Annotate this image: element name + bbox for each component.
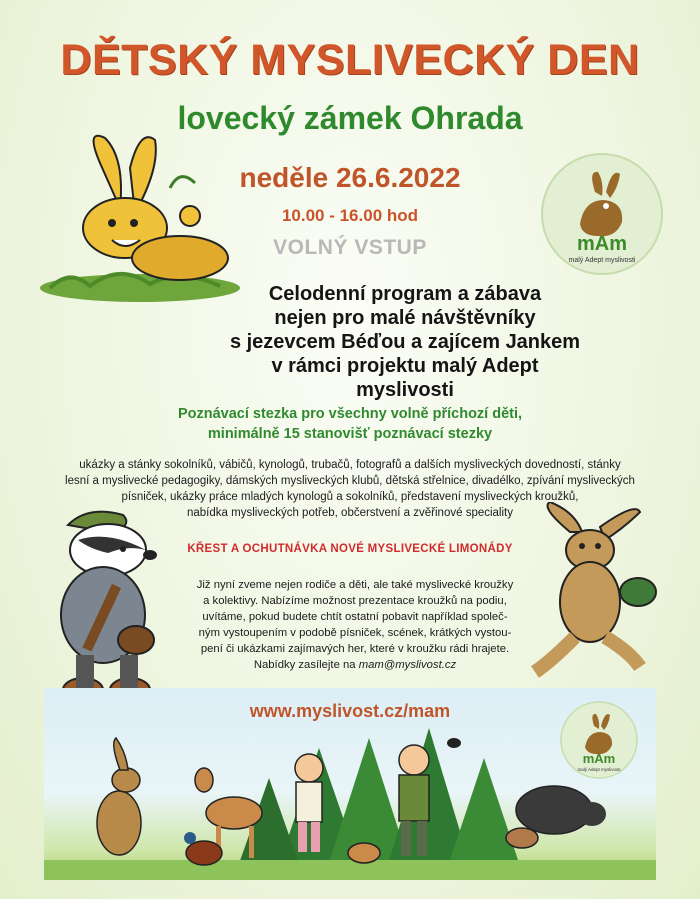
invitation-text — [180, 577, 530, 673]
venue-subtitle: lovecký zámek Ohrada — [177, 100, 523, 136]
trail-line: minimálně 15 stanovišť poznávací stezky — [207, 426, 493, 442]
badger-illustration — [38, 505, 173, 710]
invite-line: uvítáme, pokud budete chtít ostatní pobavit například společ- — [202, 611, 508, 623]
contact-prefix: Nabídky zasílejte na — [253, 659, 356, 671]
invite-line: pení či ukázkami zajímavých her, které v kroužku rádi hrajete. — [200, 643, 510, 655]
invite-line: ným vystoupením v podobě písniček, scének, krátkých vystou- — [198, 627, 512, 639]
logo-mark: mAm — [582, 751, 616, 766]
trail-info — [90, 404, 610, 444]
activities-line: ukázky a stánky sokolníků, vábičů, kynologů, trubačů, fotografů a dalších mysliveckých dovedností, stánky — [79, 459, 621, 471]
logo-tagline: malý Adept myslivosti — [568, 257, 636, 264]
entry-info: VOLNÝ VSTUP — [273, 236, 427, 259]
program-line: Celodenní program a zábava — [268, 283, 542, 305]
activities-line: nabídka mysliveckých potřeb, občerstvení a zvěřinové speciality — [187, 507, 513, 519]
event-date: neděle 26.6.2022 — [239, 162, 461, 193]
mam-logo-top — [540, 152, 664, 276]
contact-email[interactable]: mam@myslivost.cz — [358, 659, 457, 671]
hare-dancing-illustration — [520, 502, 680, 682]
page-title: DĚTSKÝ MYSLIVECKÝ DEN — [60, 36, 640, 84]
program-line: v rámci projektu malý Adept myslivosti — [271, 355, 539, 401]
program-line: s jezevcem Béďou a zajícem Jankem — [229, 331, 581, 353]
contact-line — [180, 657, 530, 673]
hare-lying-illustration — [30, 128, 240, 303]
activities-line: písniček, ukázky práce mladých kynologů a sokolníků, představení mysliveckých kroužků, — [121, 491, 579, 503]
invite-line: a kolektivy. Nabízíme možnost prezentace kroužků na podiu, — [203, 595, 507, 607]
program-description — [225, 282, 585, 402]
event-time: 10.00 - 16.00 hod — [281, 206, 419, 225]
mam-logo-bottom — [560, 701, 638, 779]
christening-headline: KŘEST A OCHUTNÁVKA NOVÉ MYSLIVECKÉ LIMONÁDY — [187, 543, 513, 555]
website-url[interactable]: www.myslivost.cz/mam — [249, 701, 451, 721]
program-line: nejen pro malé návštěvníky — [274, 307, 536, 329]
activities-line: lesní a myslivecké pedagogiky, dámských mysliveckých klubů, dětská střelnice, divadélko, zpívání mysliveckých — [65, 475, 635, 487]
logo-mark: mAm — [576, 233, 628, 255]
logo-tagline: malý Adept myslivosti — [577, 767, 621, 772]
invite-line: Již nyní zveme nejen rodiče a děti, ale také myslivecké kroužky — [196, 579, 514, 591]
trail-line: Poznávací stezka pro všechny volně příchozí děti, — [177, 406, 523, 422]
